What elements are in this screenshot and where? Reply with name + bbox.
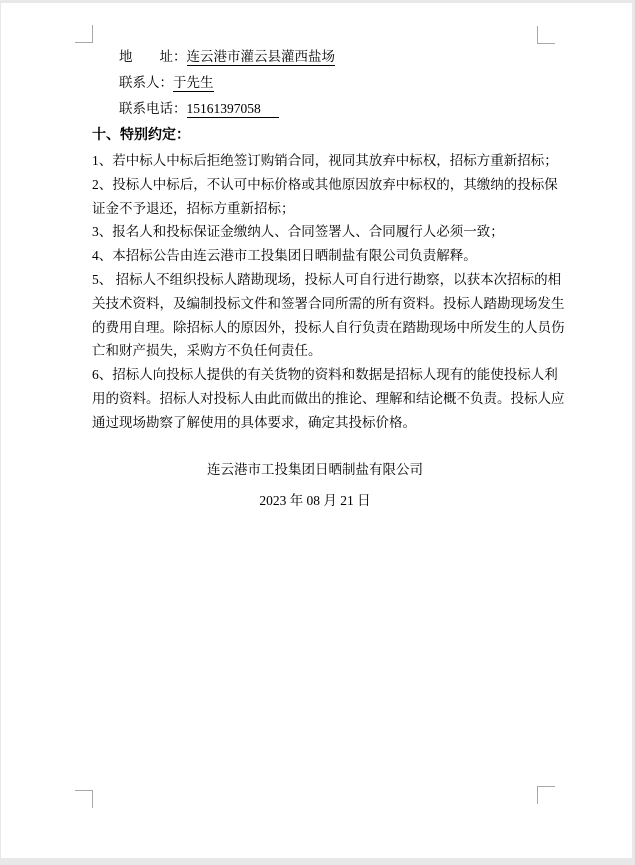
clause-line: 通过现场勘察了解使用的具体要求，确定其投标价格。 xyxy=(92,414,416,430)
contact-block xyxy=(119,44,538,122)
clause-line: 2、投标人中标后，不认可中标价格或其他原因放弃中标权的，其缴纳的投标保 xyxy=(92,176,558,192)
contact-person-value: 于先生 xyxy=(173,75,214,90)
phone-label: 联系电话： xyxy=(119,101,187,116)
phone-line xyxy=(119,96,538,122)
address-label: 地 址： xyxy=(119,49,187,64)
text-boundary-mark-bottom-right xyxy=(537,786,555,804)
clause xyxy=(92,268,565,363)
clause-line: 5、 招标人不组织投标人踏勘现场，投标人可自行进行勘察，以获本次招标的相 xyxy=(92,271,562,287)
clause-line: 6、招标人向投标人提供的有关货物的资料和数据是招标人现有的能使投标人利 xyxy=(92,367,558,383)
text-boundary-mark-bottom-left xyxy=(75,790,93,808)
clause xyxy=(92,173,558,221)
clause-line: 1、若中标人中标后拒绝签订购销合同，视同其放弃中标权，招标方重新招标； xyxy=(92,153,558,168)
clause xyxy=(92,244,538,268)
text-boundary-mark-top-right xyxy=(537,26,555,44)
content-area xyxy=(92,44,565,513)
clause-list xyxy=(92,149,565,435)
clause-line: 4、本招标公告由连云港市工投集团日晒制盐有限公司负责解释。 xyxy=(92,248,477,264)
signature-date: 2023 年 08 月 21 日 xyxy=(259,493,371,509)
document-page xyxy=(1,3,632,858)
clause xyxy=(92,149,558,173)
phone-value: 15161397058 xyxy=(187,101,279,118)
clause xyxy=(92,220,538,244)
contact-person-line xyxy=(119,70,538,96)
signature-company: 连云港市工投集团日晒制盐有限公司 xyxy=(207,461,423,477)
clause-line: 用的资料。招标人对投标人由此而做出的推论、理解和结论概不负责。投标人应 xyxy=(92,390,565,406)
text-boundary-mark-top-left xyxy=(75,25,93,43)
clause-line: 的费用自理。除招标人的原因外，投标人自行负责在踏勘现场中所发生的人员伤 xyxy=(92,319,565,335)
address-line xyxy=(119,44,538,70)
contact-person-label: 联系人： xyxy=(119,75,173,90)
special-provisions-heading: 十、特别约定： xyxy=(92,127,190,143)
address-value: 连云港市灌云县灌西盐场 xyxy=(186,49,335,64)
clause-line: 3、报名人和投标保证金缴纳人、合同签署人、合同履行人必须一致； xyxy=(92,224,504,240)
clause-line: 证金不予退还，招标方重新招标； xyxy=(92,200,295,216)
clause-line: 关技术资料，及编制投标文件和签署合同所需的所有资料。投标人踏勘现场发生 xyxy=(92,295,565,311)
clause-line: 亡和财产损失，采购方不负任何责任。 xyxy=(92,343,322,359)
clause xyxy=(92,363,565,434)
